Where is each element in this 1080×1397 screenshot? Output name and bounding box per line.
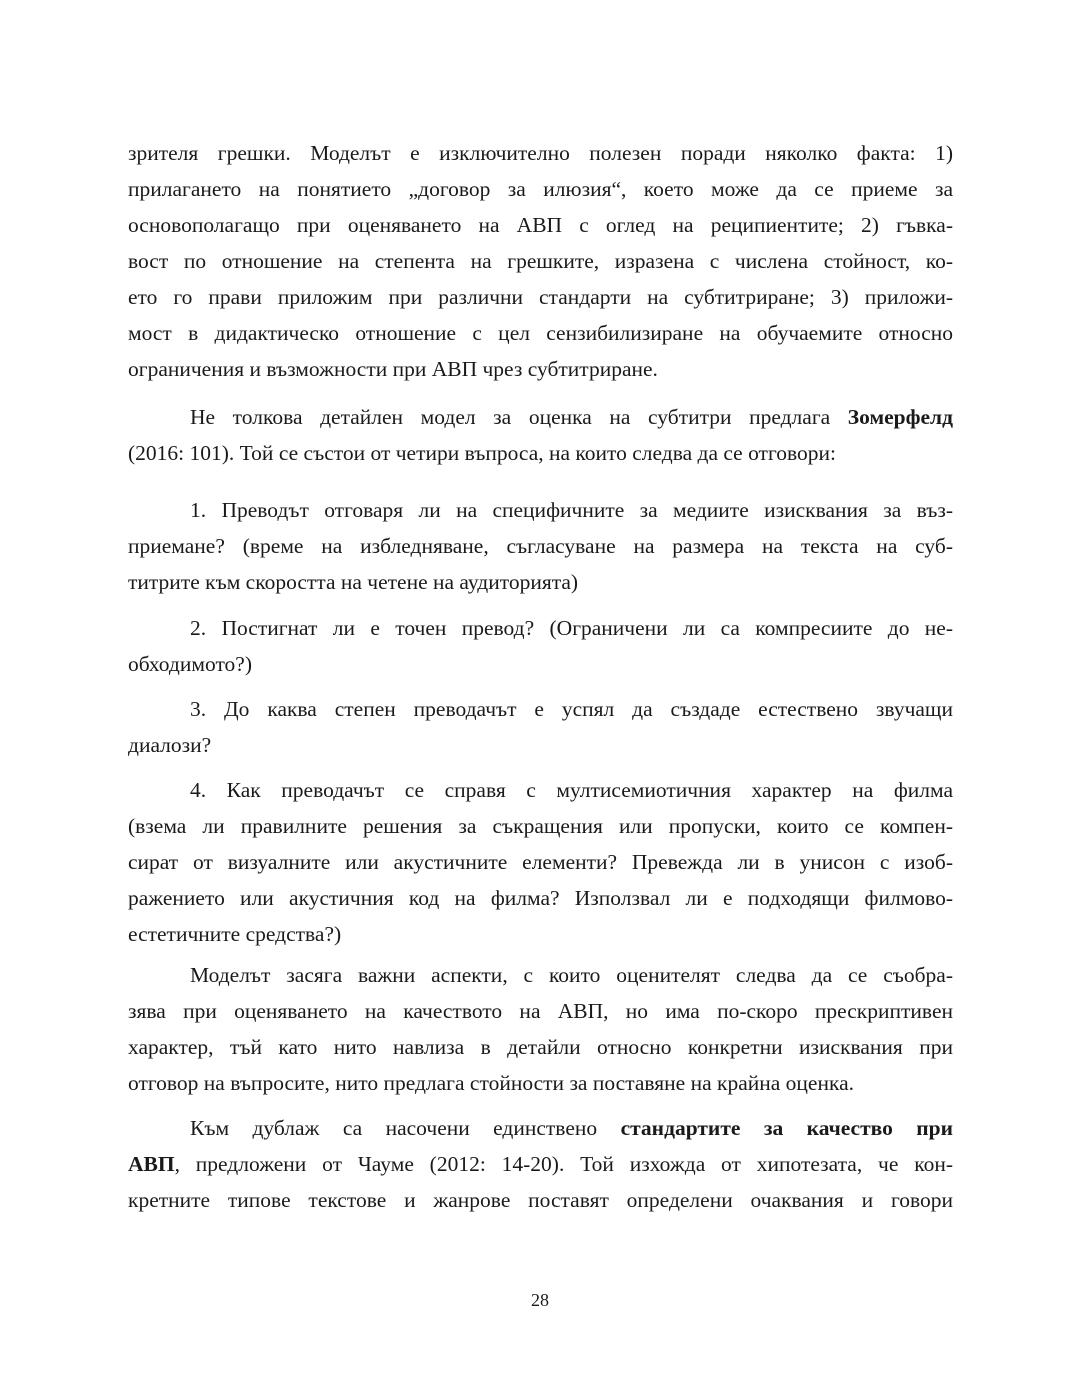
text-run: Не толкова детайлен модел за оценка на субтитри предлага [190,405,848,429]
paragraph-3 [128,957,953,1101]
text-line: 3. До каква степен преводачът е успял да създаде естествено звучащи [190,697,953,721]
paragraph-4 [128,1110,953,1218]
text-line: 2. Постигнат ли е точен превод? (Ограничени ли са компресиите до не- [190,616,953,640]
text-line: 4. Как преводачът се справя с мултисемиотичния характер на филма [190,778,953,802]
bold-phrase: АВП [128,1152,175,1176]
list-item [128,610,953,682]
text-line: основополагащо при оценяването на АВП с оглед на реципиентите; 2) гъвка- [128,213,953,237]
list-item [128,492,953,600]
text-line: естетичните средства?) [128,922,342,946]
text-line: 1. Преводът отговаря ли на специфичните за медиите изисквания за въз- [190,498,953,522]
text-line: титрите към скоростта на четене на аудиторията) [128,570,579,594]
list-item [128,772,953,952]
text-line: ето го прави приложим при различни стандарти на субтитриране; 3) приложи- [128,285,953,309]
bold-phrase: стандартите за качество при [620,1116,953,1140]
list-item [128,691,953,763]
text-line: Моделът засяга важни аспекти, с които оценителят следва да се съобра- [190,963,953,987]
text-line: прилагането на понятието „договор за илюзия“, което може да се приеме за [128,177,953,201]
text-line [128,1110,953,1146]
text-run: , предложени от Чауме (2012: 14-20). Той изхожда от хипотезата, че кон- [174,1152,953,1176]
text-line: зява при оценяването на качеството на АВП, но има по-скоро прескриптивен [128,999,953,1023]
text-run: Към дублаж са насочени единствено [190,1116,621,1140]
text-line [128,1146,953,1182]
text-line [128,399,953,435]
text-line: обходимото?) [128,652,253,676]
text-line: кретните типове текстове и жанрове поставят определени очаквания и говори [128,1188,953,1212]
text-line: диалози? [128,733,212,757]
paragraph-2 [128,399,953,471]
author-name-bold: Зомерфелд [847,405,953,429]
text-line: характер, тъй като нито навлиза в детайли относно конкретни изисквания при [128,1035,953,1059]
text-line: ражението или акустичния код на филма? Използвал ли е подходящи филмово- [128,886,953,910]
text-line: отговор на въпросите, нито предлага стойности за поставяне на крайна оценка. [128,1071,855,1095]
page-number: 28 [531,1290,549,1310]
paragraph-1 [128,135,953,387]
text-line: (2016: 101). Той се състои от четири въпроса, на които следва да се отговори: [128,441,836,465]
text-line: ограничения и възможности при АВП чрез субтитриране. [128,357,658,381]
text-line: зрителя грешки. Моделът е изключително полезен поради няколко факта: 1) [128,141,953,165]
text-line: вост по отношение на степента на грешките, изразена с числена стойност, ко- [128,249,953,273]
text-line: мост в дидактическо отношение с цел сензибилизиране на обучаемите относно [128,321,953,345]
text-line: (взема ли правилните решения за съкращения или пропуски, които се компен- [128,814,953,838]
text-line: приемане? (време на избледняване, съгласуване на размера на текста на суб- [128,534,953,558]
text-line: сират от визуалните или акустичните елементи? Превежда ли в унисон с изоб- [128,850,953,874]
